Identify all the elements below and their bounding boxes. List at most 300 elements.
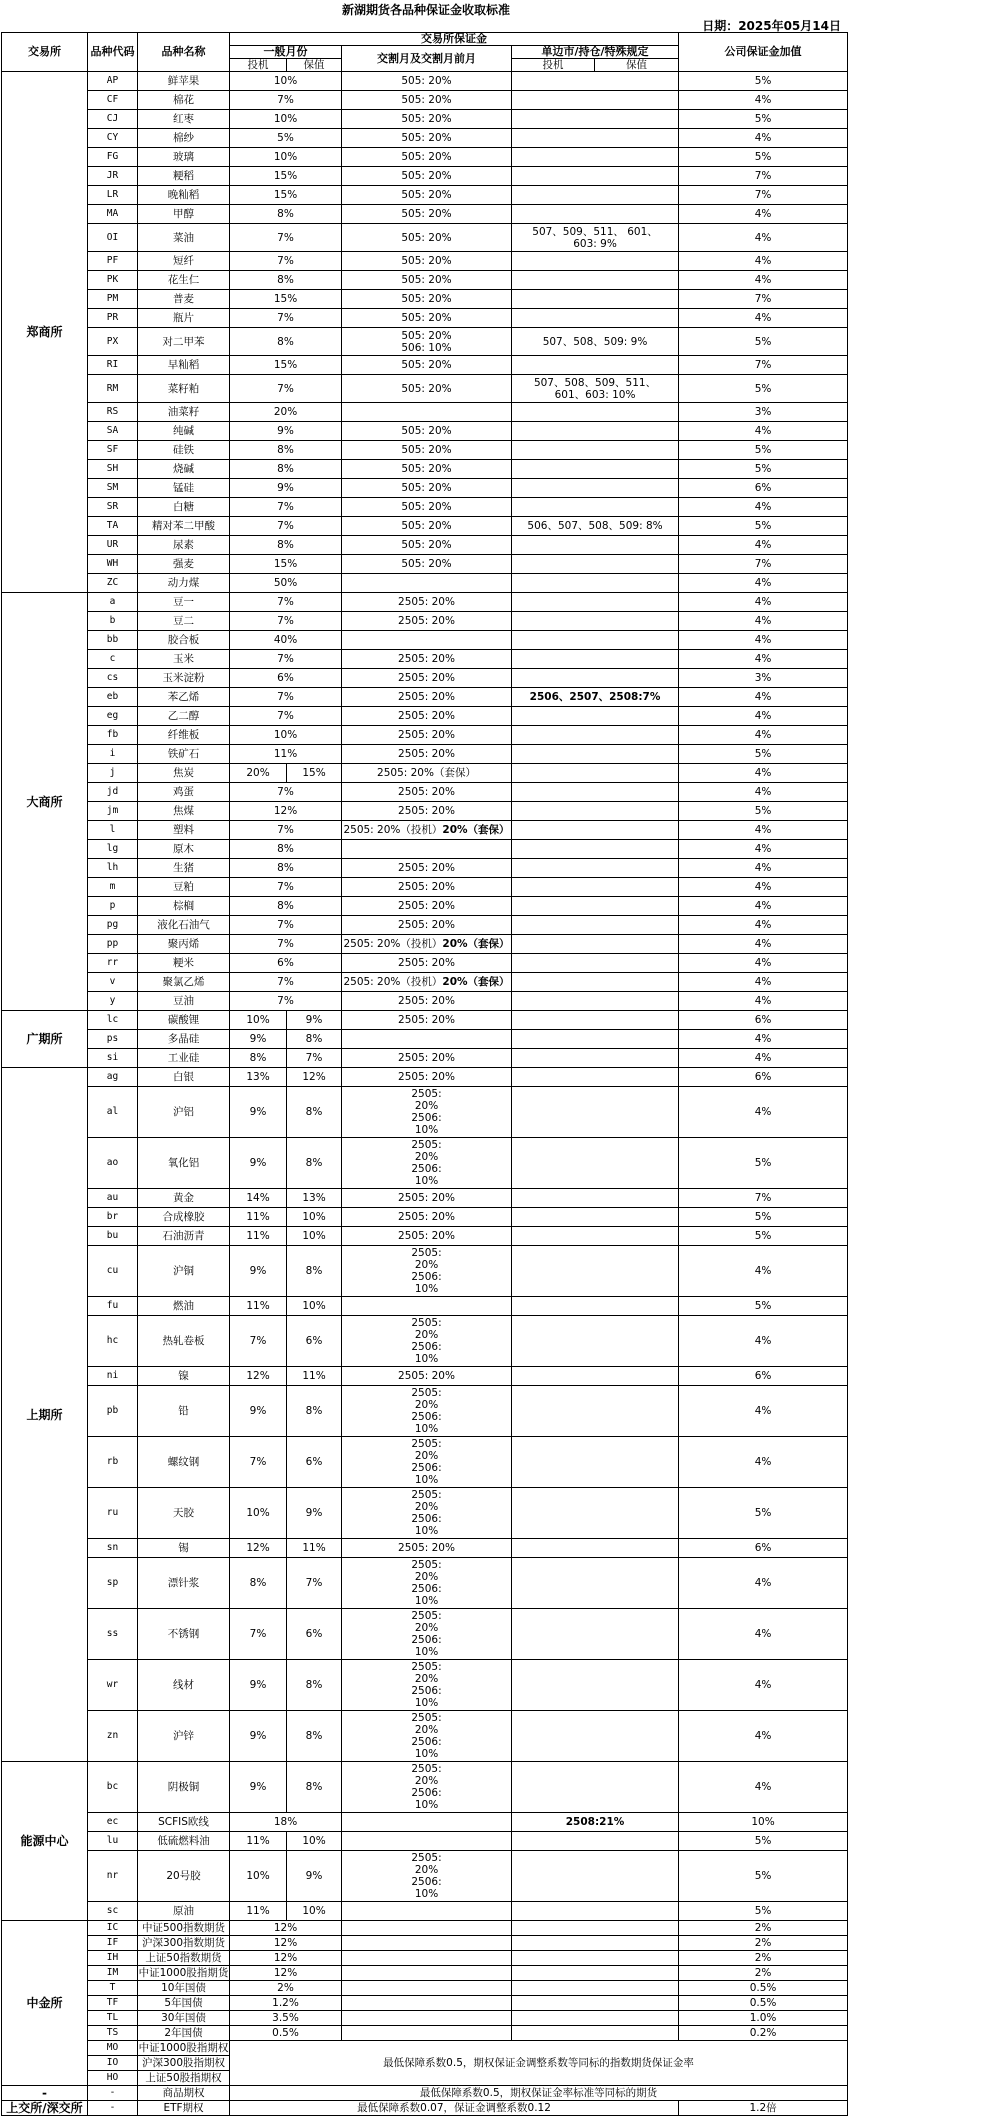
delivery-text: 2505: 20% 2506: 10% <box>411 1661 442 1709</box>
table-row <box>2 224 848 252</box>
delivery-text: 505: 20% <box>401 539 452 551</box>
table-row <box>2 536 848 555</box>
table-row <box>2 859 848 878</box>
delivery-cell <box>342 252 512 271</box>
delivery-cell <box>342 110 512 129</box>
delivery-cell <box>342 555 512 574</box>
general-spec-cell: 8% <box>230 1049 287 1068</box>
special-cell <box>512 186 679 205</box>
general-margin-cell: 8% <box>230 205 342 224</box>
table-row <box>2 1049 848 1068</box>
general-margin-cell: 7% <box>230 593 342 612</box>
exchange-cell: 大商所 <box>2 593 88 1011</box>
delivery-cell <box>342 669 512 688</box>
code-cell: c <box>88 650 138 669</box>
delivery-text: 505: 20% <box>401 94 452 106</box>
general-margin-cell: 7% <box>230 973 342 992</box>
delivery-text: 505: 20% <box>401 444 452 456</box>
company-add-cell: 6% <box>679 1011 848 1030</box>
general-margin-cell: 11% <box>230 745 342 764</box>
special-cell <box>512 290 679 309</box>
company-add-cell: 4% <box>679 91 848 110</box>
table-row <box>2 479 848 498</box>
table-row <box>2 110 848 129</box>
delivery-text: 2505: 20% <box>398 995 455 1007</box>
special-cell: 507、508、509、511、 601、603: 10% <box>512 375 679 403</box>
general-margin-cell: 9% <box>230 479 342 498</box>
general-hedge-cell: 10% <box>287 1227 342 1246</box>
general-hedge-cell: 8% <box>287 1711 342 1762</box>
general-margin-cell: 18% <box>230 1813 342 1832</box>
company-add-cell: 4% <box>679 726 848 745</box>
company-add-cell: 5% <box>679 441 848 460</box>
special-cell <box>512 612 679 631</box>
special-cell <box>512 252 679 271</box>
code-cell: cs <box>88 669 138 688</box>
code-cell: l <box>88 821 138 840</box>
delivery-cell <box>342 1208 512 1227</box>
table-row <box>2 1386 848 1437</box>
special-cell <box>512 91 679 110</box>
special-cell <box>512 897 679 916</box>
general-spec-cell: 7% <box>230 1316 287 1367</box>
general-spec-cell: 10% <box>230 1011 287 1030</box>
name-cell: 铅 <box>138 1386 230 1437</box>
table-body <box>2 72 848 2116</box>
special-cell <box>512 764 679 783</box>
company-add-cell: 4% <box>679 422 848 441</box>
company-add-cell: 5% <box>679 460 848 479</box>
code-cell: pp <box>88 935 138 954</box>
code-cell: ZC <box>88 574 138 593</box>
special-cell <box>512 916 679 935</box>
name-cell: 多晶硅 <box>138 1030 230 1049</box>
delivery-text: 505: 20% <box>401 255 452 267</box>
name-cell: 燃油 <box>138 1297 230 1316</box>
special-cell <box>512 821 679 840</box>
delivery-cell <box>342 783 512 802</box>
general-spec-cell: 9% <box>230 1711 287 1762</box>
general-margin-cell: 20% <box>230 403 342 422</box>
special-cell <box>512 1609 679 1660</box>
table-row <box>2 2041 848 2056</box>
special-cell <box>512 593 679 612</box>
delivery-text: 2505: 20% 2506: 10% <box>411 1763 442 1811</box>
table-row <box>2 1367 848 1386</box>
table-row <box>2 574 848 593</box>
delivery-cell <box>342 1660 512 1711</box>
company-add-cell: 4% <box>679 1049 848 1068</box>
general-margin-cell: 7% <box>230 992 342 1011</box>
general-hedge-cell: 15% <box>287 764 342 783</box>
delivery-text: 505: 20% <box>401 359 452 371</box>
delivery-hedge-text: 20%（套保） <box>442 976 510 988</box>
table-row <box>2 1437 848 1488</box>
delivery-cell <box>342 2011 512 2026</box>
delivery-cell <box>342 954 512 973</box>
delivery-text: 2505: 20% <box>398 672 455 684</box>
special-cell <box>512 859 679 878</box>
header-special: 单边市/持仓/特殊规定 <box>512 46 679 59</box>
delivery-text: 505: 20% <box>401 151 452 163</box>
name-cell: 5年国债 <box>138 1996 230 2011</box>
name-cell: 上证50指数期货 <box>138 1951 230 1966</box>
general-spec-cell: 9% <box>230 1030 287 1049</box>
table-row <box>2 916 848 935</box>
general-spec-cell: 9% <box>230 1386 287 1437</box>
general-margin-cell: 12% <box>230 1936 342 1951</box>
delivery-cell <box>342 1539 512 1558</box>
header-exchange-margin: 交易所保证金 <box>230 33 679 46</box>
code-cell: IF <box>88 1936 138 1951</box>
special-cell <box>512 574 679 593</box>
table-row <box>2 1902 848 1921</box>
delivery-text: 2505: 20%（套保） <box>377 767 476 779</box>
general-margin-cell: 8% <box>230 859 342 878</box>
exchange-cell: 广期所 <box>2 1011 88 1068</box>
delivery-cell <box>342 821 512 840</box>
general-margin-cell: 7% <box>230 517 342 536</box>
name-cell: 鲜苹果 <box>138 72 230 91</box>
company-add-cell: 0.5% <box>679 1981 848 1996</box>
general-margin-cell: 0.5% <box>230 2026 342 2041</box>
code-cell: fb <box>88 726 138 745</box>
special-cell <box>512 1087 679 1138</box>
delivery-text: 2505: 20% 2506: 10% <box>411 1712 442 1760</box>
general-spec-cell: 9% <box>230 1246 287 1297</box>
delivery-cell <box>342 91 512 110</box>
special-cell <box>512 973 679 992</box>
name-cell: 生猪 <box>138 859 230 878</box>
special-cell <box>512 1367 679 1386</box>
delivery-cell <box>342 403 512 422</box>
general-hedge-cell: 8% <box>287 1246 342 1297</box>
delivery-text: 505: 20% <box>401 231 452 244</box>
name-cell: 商品期权 <box>138 2086 230 2101</box>
code-cell: bu <box>88 1227 138 1246</box>
name-cell: 白银 <box>138 1068 230 1087</box>
code-cell: TS <box>88 2026 138 2041</box>
code-cell: jm <box>88 802 138 821</box>
general-margin-cell: 50% <box>230 574 342 593</box>
delivery-cell <box>342 536 512 555</box>
general-spec-cell: 9% <box>230 1660 287 1711</box>
general-hedge-cell: 11% <box>287 1539 342 1558</box>
table-row <box>2 935 848 954</box>
name-cell: 乙二醇 <box>138 707 230 726</box>
name-cell: 中证1000股指期货 <box>138 1967 229 1979</box>
delivery-cell <box>342 1762 512 1813</box>
code-cell: zn <box>88 1711 138 1762</box>
code-cell: ag <box>88 1068 138 1087</box>
general-hedge-cell: 8% <box>287 1030 342 1049</box>
table-row <box>2 1558 848 1609</box>
general-spec-cell: 7% <box>230 1609 287 1660</box>
company-add-cell: 4% <box>679 1762 848 1813</box>
name-cell: 中证500指数期货 <box>138 1921 230 1936</box>
general-spec-cell: 10% <box>230 1851 287 1902</box>
delivery-text: 505: 20% <box>401 558 452 570</box>
general-hedge-cell: 11% <box>287 1367 342 1386</box>
general-margin-cell: 3.5% <box>230 2011 342 2026</box>
code-cell: lg <box>88 840 138 859</box>
delivery-cell <box>342 1966 512 1981</box>
name-cell: 粳米 <box>138 954 230 973</box>
special-cell <box>512 479 679 498</box>
header-special-spec: 投机 <box>512 59 595 72</box>
table-row <box>2 91 848 110</box>
company-add-cell: 5% <box>679 1902 848 1921</box>
special-cell <box>512 1711 679 1762</box>
code-cell: T <box>88 1981 138 1996</box>
general-margin-cell: 15% <box>230 290 342 309</box>
name-cell: 强麦 <box>138 555 230 574</box>
table-row <box>2 328 848 356</box>
name-cell: 烧碱 <box>138 460 230 479</box>
special-cell <box>512 1951 679 1966</box>
table-row <box>2 631 848 650</box>
delivery-cell <box>342 916 512 935</box>
name-cell: 粳稻 <box>138 167 230 186</box>
general-spec-cell: 11% <box>230 1902 287 1921</box>
delivery-text: 505: 20% <box>401 425 452 437</box>
code-cell: JR <box>88 167 138 186</box>
name-cell: 液化石油气 <box>138 916 230 935</box>
delivery-cell <box>342 859 512 878</box>
company-add-cell: 4% <box>679 935 848 954</box>
name-cell: 棉花 <box>138 91 230 110</box>
name-cell: 阴极铜 <box>138 1762 230 1813</box>
delivery-cell <box>342 290 512 309</box>
company-add-cell: 2% <box>679 1921 848 1936</box>
code-cell: TL <box>88 2011 138 2026</box>
exchange-cell: 上交所/深交所 <box>2 2101 88 2116</box>
company-add-cell: 4% <box>679 840 848 859</box>
name-cell: 氧化铝 <box>138 1138 230 1189</box>
table-row <box>2 2086 848 2101</box>
code-cell: SR <box>88 498 138 517</box>
code-cell: ao <box>88 1138 138 1189</box>
name-cell: 螺纹钢 <box>138 1437 230 1488</box>
general-hedge-cell: 9% <box>287 1011 342 1030</box>
general-spec-cell: 11% <box>230 1832 287 1851</box>
delivery-cell <box>342 631 512 650</box>
general-margin-cell: 2% <box>230 1981 342 1996</box>
delivery-text: 2505: 20%（投机） <box>343 976 443 988</box>
delivery-cell <box>342 422 512 441</box>
name-cell: 石油沥青 <box>138 1227 230 1246</box>
delivery-cell <box>342 1832 512 1851</box>
name-cell: 油菜籽 <box>138 403 230 422</box>
delivery-cell <box>342 764 512 783</box>
table-row <box>2 2011 848 2026</box>
company-add-cell: 5% <box>679 148 848 167</box>
general-spec-cell: 13% <box>230 1068 287 1087</box>
delivery-cell <box>342 1049 512 1068</box>
name-cell: 硅铁 <box>138 441 230 460</box>
general-margin-cell: 15% <box>230 555 342 574</box>
table-row <box>2 1813 848 1832</box>
name-cell: 沪锌 <box>138 1711 230 1762</box>
table-row <box>2 1981 848 1996</box>
special-cell <box>512 1762 679 1813</box>
delivery-text: 505: 20% <box>401 170 452 182</box>
special-cell <box>512 1297 679 1316</box>
general-margin-cell: 7% <box>230 612 342 631</box>
code-cell: ru <box>88 1488 138 1539</box>
table-row <box>2 1951 848 1966</box>
special-cell: 2506、2507、2508:7% <box>512 688 679 707</box>
delivery-cell <box>342 129 512 148</box>
table-row <box>2 992 848 1011</box>
delivery-cell <box>342 1851 512 1902</box>
delivery-cell <box>342 460 512 479</box>
delivery-cell <box>342 992 512 1011</box>
special-cell <box>512 1049 679 1068</box>
general-margin-cell: 7% <box>230 252 342 271</box>
delivery-cell <box>342 707 512 726</box>
company-add-cell: 5% <box>679 1851 848 1902</box>
name-cell: 豆粕 <box>138 878 230 897</box>
company-add-cell: 4% <box>679 1386 848 1437</box>
name-cell: 白糖 <box>138 498 230 517</box>
table-row <box>2 1996 848 2011</box>
company-add-cell: 4% <box>679 859 848 878</box>
code-cell: IH <box>88 1951 138 1966</box>
delivery-cell <box>342 186 512 205</box>
code-cell: nr <box>88 1851 138 1902</box>
delivery-cell <box>342 1711 512 1762</box>
name-cell: 精对苯二甲酸 <box>138 517 230 536</box>
special-cell <box>512 403 679 422</box>
header-general-month: 一般月份 <box>230 46 342 59</box>
code-cell: lc <box>88 1011 138 1030</box>
delivery-cell <box>342 1386 512 1437</box>
name-cell: 晚籼稻 <box>138 186 230 205</box>
name-cell: 短纤 <box>138 252 230 271</box>
special-cell <box>512 536 679 555</box>
delivery-cell <box>342 1246 512 1297</box>
delivery-text: 505: 20% <box>401 113 452 125</box>
general-margin-cell: 6% <box>230 954 342 973</box>
general-margin-cell: 7% <box>230 935 342 954</box>
delivery-text: 505: 20% <box>401 293 452 305</box>
company-add-cell: 4% <box>679 309 848 328</box>
exchange-cell: - <box>2 2086 88 2101</box>
company-add-cell: 7% <box>679 555 848 574</box>
general-margin-cell: 7% <box>230 309 342 328</box>
general-hedge-cell: 10% <box>287 1902 342 1921</box>
special-cell: 506、507、508、509: 8% <box>512 517 679 536</box>
exchange-cell: 上期所 <box>2 1068 88 1762</box>
code-cell: b <box>88 612 138 631</box>
special-cell <box>512 356 679 375</box>
code-cell: wr <box>88 1660 138 1711</box>
delivery-cell <box>342 2026 512 2041</box>
company-add-cell: 1.0% <box>679 2011 848 2026</box>
exchange-cell: 能源中心 <box>2 1762 88 1921</box>
name-cell: 铁矿石 <box>138 745 230 764</box>
delivery-cell <box>342 1921 512 1936</box>
table-row <box>2 1316 848 1367</box>
name-cell: 低硫燃料油 <box>138 1832 230 1851</box>
special-cell <box>512 2026 679 2041</box>
table-row <box>2 1068 848 1087</box>
special-cell <box>512 1227 679 1246</box>
code-cell: FG <box>88 148 138 167</box>
company-add-cell: 4% <box>679 612 848 631</box>
name-cell: 中证1000股指期权 <box>138 2042 229 2054</box>
company-add-cell: 6% <box>679 1367 848 1386</box>
company-add-cell: 5% <box>679 517 848 536</box>
general-spec-cell: 9% <box>230 1087 287 1138</box>
delivery-cell <box>342 1936 512 1951</box>
delivery-cell <box>342 1316 512 1367</box>
delivery-text: 2505: 20% <box>398 653 455 665</box>
name-cell: 热轧卷板 <box>138 1316 230 1367</box>
name-cell: 黄金 <box>138 1189 230 1208</box>
delivery-text: 2505: 20% <box>398 1192 455 1204</box>
general-margin-cell: 7% <box>230 878 342 897</box>
company-add-cell: 4% <box>679 973 848 992</box>
header-general-hedge: 保值 <box>287 59 342 72</box>
company-add-cell: 4% <box>679 916 848 935</box>
table-row <box>2 2101 848 2116</box>
header-delivery-month: 交割月及交割月前月 <box>342 46 512 72</box>
special-cell <box>512 1189 679 1208</box>
code-cell: RM <box>88 375 138 403</box>
delivery-cell <box>342 356 512 375</box>
delivery-text: 2505: 20% <box>398 729 455 741</box>
table-row <box>2 840 848 859</box>
general-margin-cell: 10% <box>230 148 342 167</box>
name-cell: 工业硅 <box>138 1049 230 1068</box>
company-add-cell: 4% <box>679 688 848 707</box>
delivery-cell <box>342 973 512 992</box>
name-cell: 原木 <box>138 840 230 859</box>
delivery-hedge-text: 20%（套保） <box>442 938 510 950</box>
name-cell: 菜油 <box>138 224 230 252</box>
general-spec-cell: 10% <box>230 1488 287 1539</box>
company-add-cell: 4% <box>679 1087 848 1138</box>
name-cell: 沪深300指数期货 <box>138 1936 230 1951</box>
name-cell: 碳酸锂 <box>138 1011 230 1030</box>
table-row <box>2 517 848 536</box>
general-hedge-cell: 6% <box>287 1437 342 1488</box>
code-cell: PK <box>88 271 138 290</box>
company-add-cell: 4% <box>679 650 848 669</box>
company-add-cell: 6% <box>679 479 848 498</box>
general-margin-cell: 5% <box>230 129 342 148</box>
delivery-cell <box>342 1297 512 1316</box>
code-cell: pb <box>88 1386 138 1437</box>
table-row <box>2 460 848 479</box>
special-cell <box>512 110 679 129</box>
code-cell: - <box>88 2101 138 2116</box>
code-cell: CY <box>88 129 138 148</box>
general-margin-cell: 10% <box>230 72 342 91</box>
general-hedge-cell: 10% <box>287 1832 342 1851</box>
delivery-text: 2505: 20% 2506: 10% <box>411 1088 442 1136</box>
delivery-text: 2505: 20% <box>398 596 455 608</box>
table-row <box>2 821 848 840</box>
company-add-cell: 10% <box>679 1813 848 1832</box>
name-cell: 10年国债 <box>138 1981 230 1996</box>
table-row <box>2 1966 848 1981</box>
company-add-cell: 3% <box>679 403 848 422</box>
delivery-cell <box>342 517 512 536</box>
special-cell: 507、509、511、 601、603: 9% <box>512 224 679 252</box>
